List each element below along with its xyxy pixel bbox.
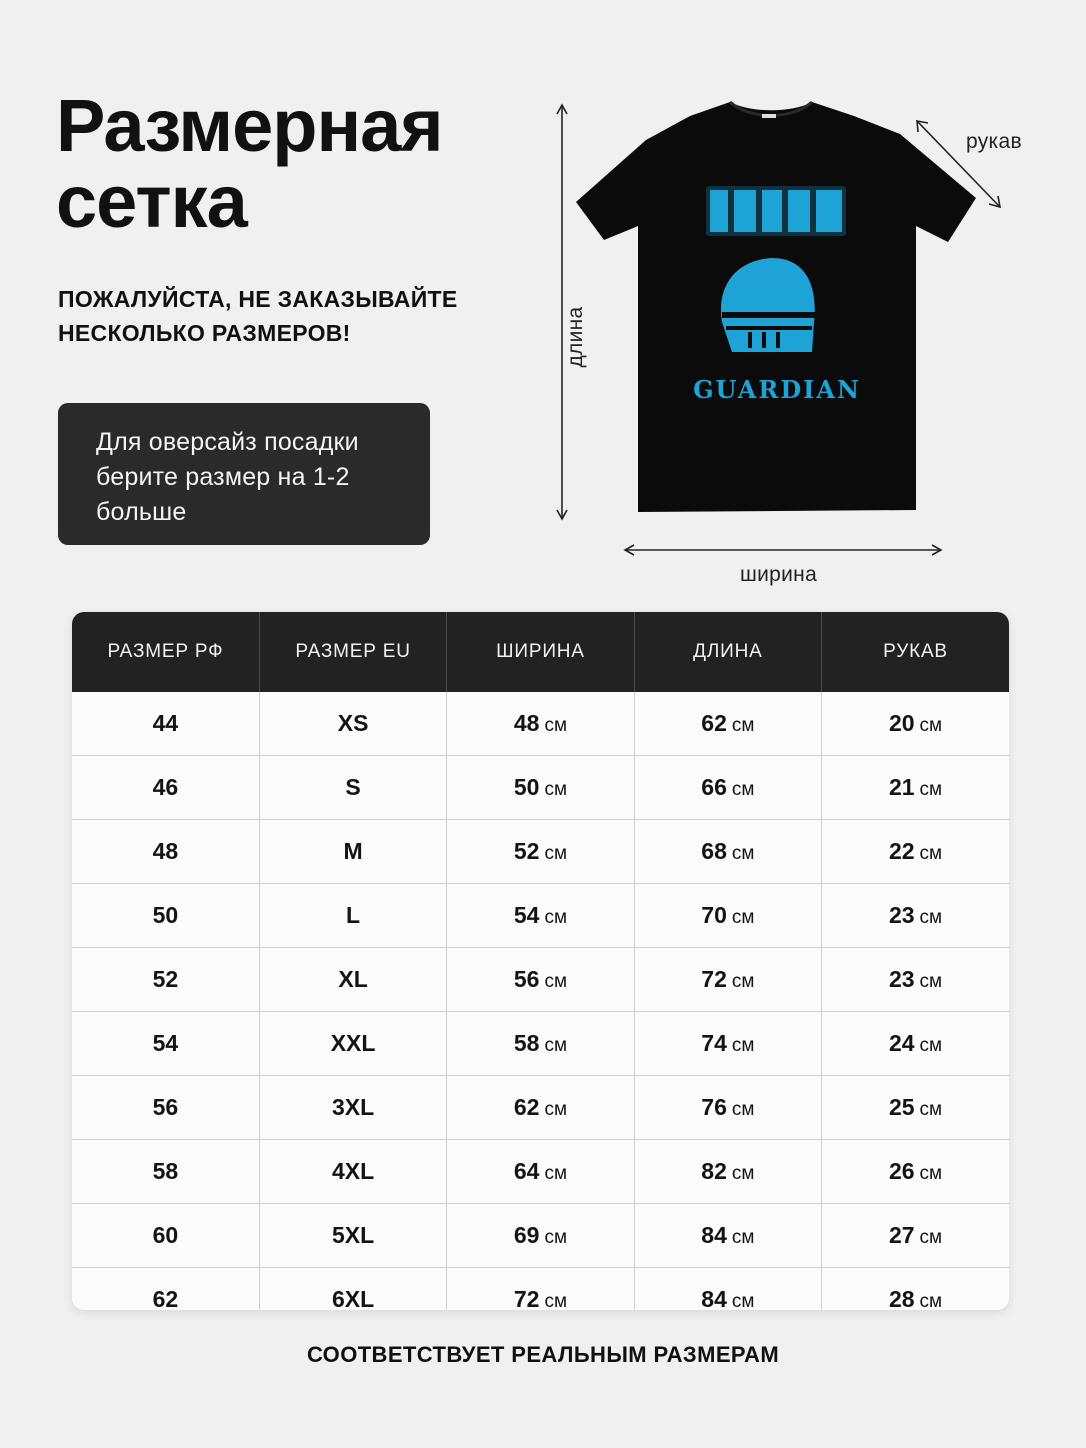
table-body [72,692,1009,1310]
cell-value: 23 [888,902,915,928]
cell-value: 54 [513,902,540,928]
cell-value: 50 [152,902,179,928]
blackletter-logo [706,186,846,236]
cell-length [634,820,821,884]
table-row [72,1076,1009,1140]
cell-unit: см [731,715,755,736]
table-row [72,884,1009,948]
cell-value: 48 [513,710,540,736]
cell-unit: см [919,1163,943,1184]
cell-value: 27 [888,1222,915,1248]
measurement-diagram [500,90,1060,610]
cell-value: 20 [888,710,915,736]
cell-value: 68 [701,838,727,864]
cell-size-eu [259,1076,446,1140]
cell-width [447,884,634,948]
note-line-3: больше [96,498,187,526]
cell-length [634,756,821,820]
cell-value: 56 [513,966,540,992]
cell-unit: см [919,715,943,736]
cell-size-eu [259,820,446,884]
table-row [72,692,1009,756]
cell-size-ru [72,692,259,756]
cell-value: 66 [701,774,727,800]
cell-size-eu [259,1204,446,1268]
cell-width [447,820,634,884]
cell-sleeve [822,1268,1009,1311]
cell-unit: см [544,1163,568,1184]
cell-unit: см [919,1035,943,1056]
cell-value: XS [337,710,369,736]
cell-size-eu [259,1012,446,1076]
cell-unit: см [544,1035,568,1056]
order-warning [58,282,508,350]
cell-value: 44 [152,710,179,736]
cell-value: 60 [152,1222,179,1248]
cell-unit: см [544,971,568,992]
cell-size-eu [259,884,446,948]
cell-value: 76 [701,1094,727,1120]
cell-width [447,1140,634,1204]
table-header-row [72,612,1009,692]
cell-length [634,692,821,756]
cell-value: XL [338,966,368,992]
cell-value: 58 [152,1158,179,1184]
cell-value: 28 [888,1286,915,1310]
cell-width [447,1076,634,1140]
print-text: GUARDIAN [693,375,861,404]
cell-unit: см [731,1099,755,1120]
cell-unit: см [919,1227,943,1248]
cell-length [634,1140,821,1204]
cell-width [447,756,634,820]
cell-value: 22 [888,838,915,864]
cell-sleeve [822,820,1009,884]
cell-size-ru [72,1204,259,1268]
cell-value: S [345,774,361,800]
cell-length [634,1268,821,1311]
cell-sleeve [822,756,1009,820]
cell-value: 58 [513,1030,540,1056]
cell-value: 64 [513,1158,540,1184]
cell-unit: см [919,907,943,928]
cell-size-eu [259,692,446,756]
header-sleeve: РУКАВ [822,612,1009,692]
cell-size-ru [72,820,259,884]
footer-note: СООТВЕТСТВУЕТ РЕАЛЬНЫМ РАЗМЕРАМ [306,1342,780,1367]
cell-unit: см [731,1227,755,1248]
table-row [72,820,1009,884]
cell-value: 26 [888,1158,915,1184]
cell-value: 62 [513,1094,540,1120]
cell-length [634,1076,821,1140]
cell-unit: см [544,1099,568,1120]
cell-value: XXL [330,1030,376,1056]
cell-value: 72 [701,966,727,992]
cell-value: 62 [152,1286,179,1310]
cell-value: 25 [888,1094,915,1120]
cell-unit: см [731,971,755,992]
cell-length [634,1204,821,1268]
cell-unit: см [544,715,568,736]
cell-sleeve [822,1140,1009,1204]
cell-size-ru [72,1140,259,1204]
table-row [72,948,1009,1012]
cell-length [634,884,821,948]
width-label: ширина [740,563,818,586]
cell-length [634,1012,821,1076]
cell-unit: см [731,1291,755,1310]
table-row [72,756,1009,820]
cell-unit: см [731,1163,755,1184]
cell-unit: см [544,1291,568,1310]
table-row [72,1268,1009,1311]
cell-value: L [346,902,361,928]
cell-size-ru [72,1268,259,1311]
title-line-1: Размерная [56,84,443,167]
cell-size-ru [72,1012,259,1076]
cell-value: 74 [701,1030,727,1056]
cell-unit: см [919,971,943,992]
title-line-2: сетка [56,160,247,243]
cell-value: 84 [701,1286,727,1310]
cell-value: 52 [152,966,179,992]
cell-width [447,948,634,1012]
cell-sleeve [822,948,1009,1012]
header-size-ru: РАЗМЕР РФ [72,612,259,692]
cell-value: 6XL [331,1286,375,1310]
cell-value: 5XL [331,1222,375,1248]
cell-value: 23 [888,966,915,992]
sleeve-label: рукав [966,130,1022,153]
cell-value: 4XL [331,1158,375,1184]
cell-sleeve [822,1012,1009,1076]
cell-width [447,1012,634,1076]
header-width: ШИРИНА [447,612,634,692]
cell-unit: см [544,843,568,864]
cell-size-eu [259,1140,446,1204]
cell-size-eu [259,756,446,820]
header-length: ДЛИНА [634,612,821,692]
cell-value: M [343,838,363,864]
oversize-note [58,403,430,545]
warning-line-1: ПОЖАЛУЙСТА, НЕ ЗАКАЗЫВАЙТЕ [58,286,458,312]
cell-unit: см [919,779,943,800]
table-row [72,1012,1009,1076]
cell-value: 72 [513,1286,540,1310]
cell-width [447,692,634,756]
cell-value: 62 [701,710,727,736]
cell-value: 48 [152,838,179,864]
cell-value: 84 [701,1222,727,1248]
cell-value: 56 [152,1094,179,1120]
cell-size-ru [72,756,259,820]
cell-unit: см [544,907,568,928]
width-arrow [625,545,941,555]
cell-size-ru [72,1076,259,1140]
cell-unit: см [919,1291,943,1310]
table-row [72,1140,1009,1204]
cell-size-ru [72,948,259,1012]
cell-value: 46 [152,774,179,800]
cell-width [447,1204,634,1268]
cell-sleeve [822,1076,1009,1140]
cell-sleeve [822,1204,1009,1268]
cell-unit: см [731,907,755,928]
cell-width [447,1268,634,1311]
cell-value: 24 [888,1030,915,1056]
cell-value: 50 [513,774,540,800]
size-table [72,612,1009,1310]
header-size-eu: РАЗМЕР EU [259,612,446,692]
cell-length [634,948,821,1012]
cell-size-eu [259,1268,446,1311]
cell-value: 69 [513,1222,540,1248]
page-title [56,84,443,243]
cell-unit: см [919,843,943,864]
cell-unit: см [731,779,755,800]
note-line-2: берите размер на 1-2 [96,463,350,491]
cell-unit: см [731,843,755,864]
cell-size-ru [72,884,259,948]
length-label: длина [564,306,587,368]
cell-value: 82 [701,1158,727,1184]
cell-sleeve [822,692,1009,756]
note-line-1: Для оверсайз посадки [96,428,359,456]
cell-value: 54 [152,1030,179,1056]
cell-value: 52 [513,838,540,864]
table-row [72,1204,1009,1268]
cell-value: 3XL [331,1094,375,1120]
cell-sleeve [822,884,1009,948]
cell-size-eu [259,948,446,1012]
cell-unit: см [544,1227,568,1248]
cell-value: 21 [888,774,915,800]
cell-value: 70 [701,902,727,928]
cell-unit: см [731,1035,755,1056]
cell-unit: см [919,1099,943,1120]
cell-unit: см [544,779,568,800]
warning-line-2: НЕСКОЛЬКО РАЗМЕРОВ! [58,320,351,346]
